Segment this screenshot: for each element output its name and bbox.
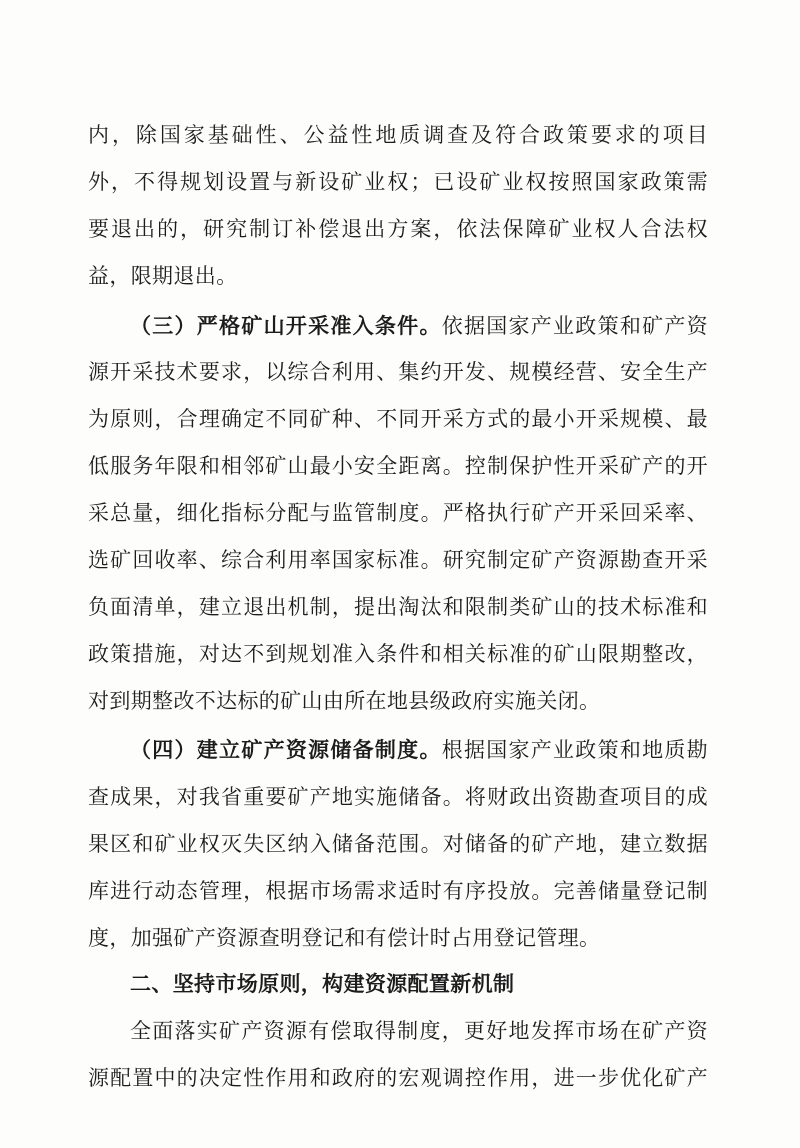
body-text-line: 选矿回收率、综合利用率国家标准。研究制定矿产资源勘查开采 [88, 548, 708, 572]
paragraph-first-line [130, 312, 708, 340]
body-text-line: 源开采技术要求，以综合利用、集约开发、规模经营、安全生产 [88, 360, 708, 384]
body-text-line: 源配置中的决定性作用和政府的宏观调控作用，进一步优化矿产 [88, 1066, 708, 1090]
section-heading: 二、坚持市场原则，构建资源配置新机制 [130, 972, 515, 996]
body-text-span: 根据国家产业政策和地质勘 [441, 738, 708, 762]
body-text-line: 负面清单，建立退出机制，提出淘汰和限制类矿山的技术标准和 [88, 595, 708, 619]
body-text-line: 外，不得规划设置与新设矿业权；已设矿业权按照国家政策需 [88, 170, 708, 194]
paragraph-first-line: 全面落实矿产资源有偿取得制度，更好地发挥市场在矿产资 [130, 1019, 708, 1043]
body-text-line: 果区和矿业权灭失区纳入储备范围。对储备的矿产地，建立数据 [88, 832, 708, 856]
body-text-line: 对到期整改不达标的矿山由所在地县级政府实施关闭。 [88, 689, 601, 713]
body-text-line: 益，限期退出。 [88, 264, 238, 288]
body-text-line: 低服务年限和相邻矿山最小安全距离。控制保护性开采矿产的开 [88, 454, 708, 478]
body-text-line: 采总量，细化指标分配与监管制度。严格执行矿产开采回采率、 [88, 501, 708, 525]
body-text-line: 查成果，对我省重要矿产地实施储备。将财政出资勘查项目的成 [88, 785, 708, 809]
body-text-line: 政策措施，对达不到规划准入条件和相关标准的矿山限期整改， [88, 642, 708, 666]
subsection-heading: （四）建立矿产资源储备制度。 [130, 737, 442, 762]
body-text-line: 度，加强矿产资源查明登记和有偿计时占用登记管理。 [88, 926, 601, 950]
paragraph-first-line [130, 736, 708, 764]
body-text-line: 要退出的，研究制订补偿退出方案，依法保障矿业权人合法权 [88, 217, 708, 241]
subsection-heading: （三）严格矿山开采准入条件。 [130, 313, 442, 338]
body-text-line: 库进行动态管理，根据市场需求适时有序投放。完善储量登记制 [88, 879, 708, 903]
body-text-span: 依据国家产业政策和矿产资 [441, 314, 708, 338]
body-text-line: 内，除国家基础性、公益性地质调查及符合政策要求的项目 [88, 123, 708, 147]
body-text-line: 为原则，合理确定不同矿种、不同开采方式的最小开采规模、最 [88, 407, 708, 431]
